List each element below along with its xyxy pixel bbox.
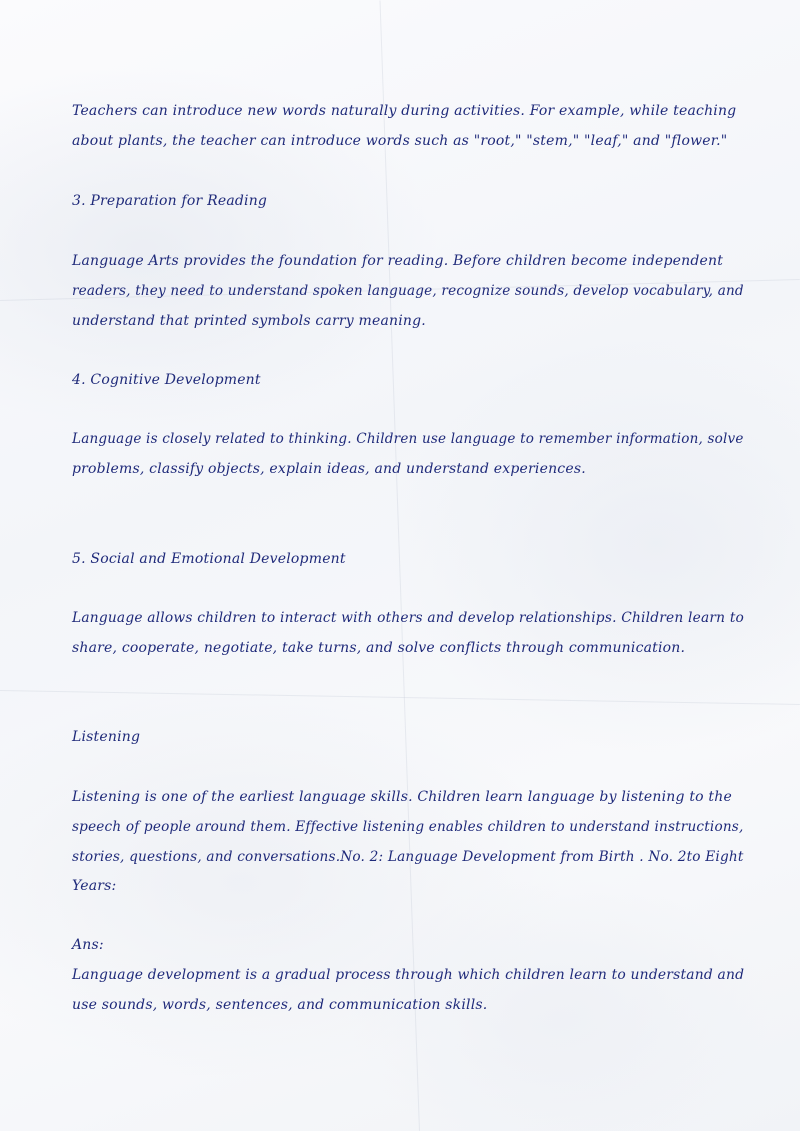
paragraph-line: Listening is one of the earliest language skills. Children learn language by listening to the (72, 789, 732, 805)
answer-label: Ans: (72, 937, 104, 953)
paragraph-line: Language is closely related to thinking. Children use language to remember information, solve (72, 431, 744, 447)
paper-crease (0, 690, 800, 705)
paragraph-line: Language allows children to interact with others and develop relationships. Children learn to (72, 610, 745, 626)
section-heading: Listening (72, 729, 141, 745)
paragraph-line: speech of people around them. Effective listening enables children to understand instructions, (72, 819, 744, 835)
paragraph-line: readers, they need to understand spoken language, recognize sounds, develop vocabulary, and (72, 283, 744, 299)
paragraph-line: use sounds, words, sentences, and communication skills. (72, 997, 488, 1013)
section-heading: 4. Cognitive Development (72, 372, 261, 388)
paragraph-line: share, cooperate, negotiate, take turns, and solve conflicts through communication. (72, 640, 686, 656)
paragraph-line: Language Arts provides the foundation for reading. Before children become independent (72, 253, 724, 269)
section-heading: 5. Social and Emotional Development (72, 551, 346, 567)
section-heading: 3. Preparation for Reading (72, 193, 268, 209)
paper-crease (380, 0, 420, 1130)
paragraph-line: about plants, the teacher can introduce words such as "root," "stem," "leaf," and "flower." (72, 133, 728, 149)
paragraph-line: Language development is a gradual process through which children learn to understand and (72, 967, 745, 983)
paragraph-line: Teachers can introduce new words naturally during activities. For example, while teaching (72, 103, 737, 119)
paragraph-line: stories, questions, and conversations.No. 2: Language Development from Birth . No. 2to Eight (72, 849, 744, 865)
paragraph-line: problems, classify objects, explain ideas, and understand experiences. (72, 461, 586, 477)
paragraph-line: Years: (72, 878, 117, 894)
paragraph-line: understand that printed symbols carry meaning. (72, 313, 426, 329)
